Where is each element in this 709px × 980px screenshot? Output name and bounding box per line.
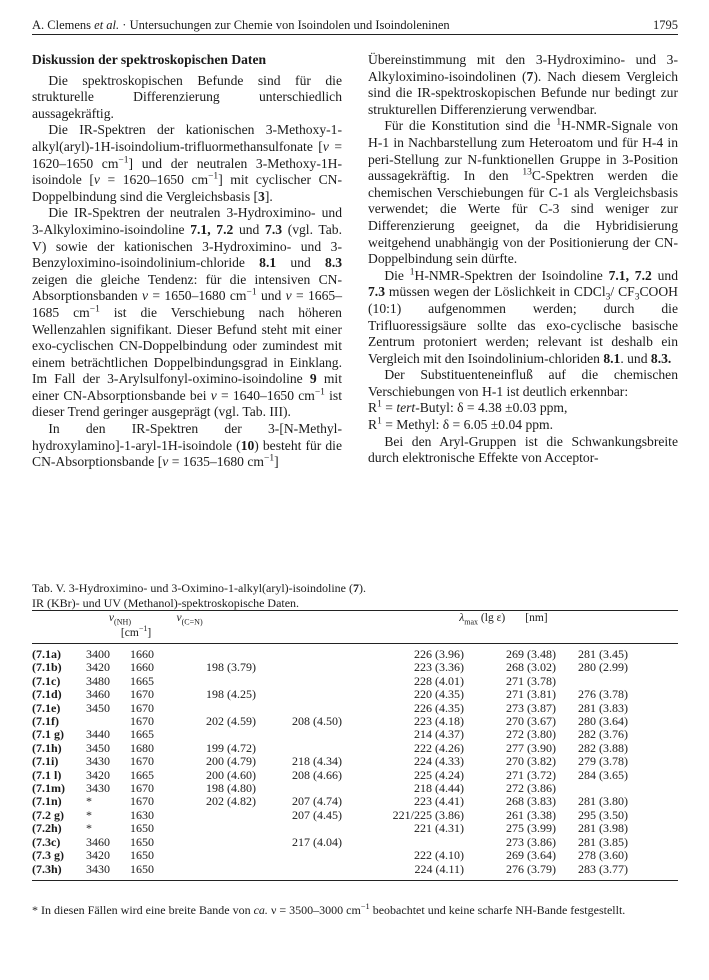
table-row <box>32 702 678 715</box>
cell-uv-2: 217 (4.04) <box>292 834 342 849</box>
cell-uv-4: 277 (3.90) <box>506 740 556 755</box>
paragraph: Der Substituenteneinfluß auf die chemischen Verschiebungen von H-1 ist deutlich erkennbar: <box>368 367 678 399</box>
shift-line-methyl: $R^1$ = Methyl: δ = 6.05 ±0.04 ppm. <box>368 416 554 433</box>
cell-nu-cn: 1660 <box>130 647 154 661</box>
paragraph: Die spektroskopischen Befunde sind für die strukturelle Differenzierung unterschiedlich aussagekräftig. <box>32 72 342 121</box>
cell-uv-2 <box>292 863 380 876</box>
cell-uv-3: 226 (4.35) <box>414 700 464 715</box>
table-row <box>32 836 678 849</box>
cell-nu-nh: 3460 <box>86 687 110 702</box>
header-nm: [nm] <box>525 612 548 624</box>
cell-uv-2 <box>292 849 380 862</box>
header-nu-cn: $\nu_{(C=N)}$ <box>176 612 203 627</box>
cell-uv-3: 214 (4.37) <box>414 727 464 742</box>
cell-uv-2 <box>292 688 380 701</box>
cell-uv-5: 283 (3.77) <box>578 861 628 876</box>
cell-uv-3 <box>380 836 470 849</box>
cell-uv-3: 225 (4.24) <box>414 767 464 782</box>
cell-uv-5: 281 (3.85) <box>578 834 628 849</box>
cell-compound: (7.1 g) <box>32 727 64 742</box>
cell-uv-4: 270 (3.67) <box>506 714 556 729</box>
cell-uv-2: 207 (4.45) <box>292 807 342 822</box>
cell-uv-4: 273 (3.86) <box>506 834 556 849</box>
table-row <box>32 688 678 701</box>
cell-uv-2 <box>292 728 380 741</box>
table-body <box>32 648 678 876</box>
cell-uv-4: 269 (3.48) <box>506 647 556 661</box>
cell-uv-5 <box>574 675 678 688</box>
cell-uv-4: 271 (3.78) <box>506 673 556 688</box>
cell-uv-3: 221 (4.31) <box>414 821 464 836</box>
cell-uv-4: 271 (3.72) <box>506 767 556 782</box>
cell-nu-nh: * <box>86 807 92 822</box>
cell-uv-2 <box>292 648 380 661</box>
cell-uv-2: 218 (4.34) <box>292 754 342 769</box>
cell-uv-1: 198 (4.80) <box>206 781 256 796</box>
cell-uv-5: 276 (3.78) <box>578 687 628 702</box>
cell-uv-1 <box>206 849 292 862</box>
header-nu-nh: $\nu_{(NH)}$ <box>108 612 132 627</box>
caption-line: IR (KBr)- und UV (Methanol)-spektroskopische Daten. <box>32 595 300 610</box>
cell-uv-3: 224 (4.11) <box>414 861 464 876</box>
cell-uv-1 <box>206 836 292 849</box>
cell-nu-nh: * <box>86 794 92 809</box>
cell-uv-1: 199 (4.72) <box>206 740 256 755</box>
table-row <box>32 675 678 688</box>
cell-uv-4: 276 (3.79) <box>506 861 556 876</box>
cell-uv-1 <box>206 648 292 661</box>
cell-uv-2 <box>292 742 380 755</box>
cell-compound: (7.1c) <box>32 673 61 688</box>
data-table <box>32 610 678 881</box>
cell-nu-nh: 3420 <box>86 660 110 675</box>
table-row <box>32 822 678 835</box>
page-number: 1795 <box>653 18 678 32</box>
cell-uv-4: 271 (3.81) <box>506 687 556 702</box>
cell-nu-nh: 3480 <box>86 673 110 688</box>
table-row <box>32 863 678 876</box>
cell-nu-cn: 1650 <box>130 861 154 876</box>
cell-nu-nh: 3420 <box>86 848 110 863</box>
paragraph: Die IR-Spektren der kationischen 3-Methoxy-1-alkyl(aryl)-1H-isoindolium-trifluormethansulfonate [ν = 1620–1650 $cm^{-1}$] und der neutralen 3-Methoxy-1H-isoindole [ν = 1620–1650 $cm^{-1}$] mit cyclischer CN-Doppelbindung sind die Vergleichsbasis [3]. <box>32 122 342 204</box>
cell-compound: (7.1 l) <box>32 767 62 782</box>
cell-compound: (7.2h) <box>32 821 62 836</box>
paragraph: Die $^1$H-NMR-Spektren der Isoindoline 7.1, 7.2 und 7.3 müssen wegen der Löslichkeit in CDCl$_3$/ $CF_3COOH$ (10:1) aufgenommen werden; durch die Trifluoressigsäure sollte das exo-cyclische basische Zentrum protoniert werden; relevant ist deshalb ein Vergleich mit den Isoindolinium-chloriden 8.1. und 8.3. <box>368 267 678 366</box>
cell-nu-cn: 1670 <box>130 700 154 715</box>
table-row <box>32 809 678 822</box>
cell-uv-1: 198 (4.25) <box>206 687 256 702</box>
cell-compound: (7.2 g) <box>32 807 64 822</box>
cell-compound: (7.3h) <box>32 861 62 876</box>
cell-uv-4: 272 (3.80) <box>506 727 556 742</box>
cell-compound: (7.3 g) <box>32 848 64 863</box>
table-row <box>32 648 678 661</box>
cell-uv-3: 221/225 (3.86) <box>392 807 464 822</box>
cell-uv-5: 284 (3.65) <box>578 767 628 782</box>
cell-uv-4: 275 (3.99) <box>506 821 556 836</box>
cell-nu-nh: 3440 <box>86 727 110 742</box>
cell-nu-cn: 1680 <box>130 740 154 755</box>
cell-uv-4: 269 (3.64) <box>506 848 556 863</box>
cell-uv-4: 270 (3.82) <box>506 754 556 769</box>
cell-uv-3: 223 (3.36) <box>414 660 464 675</box>
cell-nu-nh: 3420 <box>86 767 110 782</box>
cell-uv-3: 223 (4.41) <box>414 794 464 809</box>
cell-nu-cn: 1665 <box>130 767 154 782</box>
cell-nu-cn: 1630 <box>130 807 154 822</box>
header-unit: $[cm^{-1}]$ <box>120 624 152 639</box>
cell-compound: (7.1m) <box>32 781 65 796</box>
table-caption <box>32 581 678 610</box>
cell-uv-3: 226 (3.96) <box>414 647 464 661</box>
cell-uv-1 <box>206 809 292 822</box>
cell-nu-cn: 1650 <box>130 848 154 863</box>
cell-uv-1 <box>206 863 292 876</box>
cell-uv-3: 218 (4.44) <box>414 781 464 796</box>
cell-nu-nh: 3400 <box>86 647 110 661</box>
cell-uv-5: 281 (3.80) <box>578 794 628 809</box>
paragraph: Bei den Aryl-Gruppen ist die Schwankungsbreite durch elektronische Effekte von Acceptor- <box>368 433 678 466</box>
cell-uv-5: 281 (3.98) <box>578 821 628 836</box>
cell-compound: (7.1e) <box>32 700 61 715</box>
cell-uv-5: 280 (2.99) <box>578 660 628 675</box>
cell-nu-nh: 3430 <box>86 781 110 796</box>
cell-uv-1: 200 (4.79) <box>206 754 256 769</box>
cell-uv-1: 202 (4.82) <box>206 794 256 809</box>
cell-uv-1 <box>206 702 292 715</box>
right-column <box>368 52 678 467</box>
cell-nu-nh: * <box>86 821 92 836</box>
paragraph: Die IR-Spektren der neutralen 3-Hydroximino- und 3-Alkyloximino-isoindoline 7.1, 7.2 und 7.3 (vgl. Tab. V) sowie der kationischen 3-Hydroximino- und 3-Benzyloximino-isoindolinium-chloride 8.1 und 8.3 zeigen die gleiche Tendenz: für die intensiven CN-Absorptionsbanden ν = 1650–1680 $cm^{-1}$ und ν = 1665–1685 $cm^{-1}$ ist die Verschiebung nach höheren Wellenzahlen signifikant. Dieser Befund steht mit einer exo-cyclischen CN-Doppelbindung oder zumindest mit einem beträchtlichen Doppelbindungsgrad in Einklang. Im Fall der 3-Arylsulfonyl-oximino-isoindoline 9 mit einer CN-Absorptionsbande bei ν = 1640–1650 $cm^{-1}$ ist dieser Trend geringer ausgeprägt (vgl. Tab. III). <box>32 205 343 420</box>
table-row <box>32 769 678 782</box>
cell-compound: (7.1h) <box>32 740 62 755</box>
cell-nu-cn: 1670 <box>130 781 154 796</box>
section-heading: Diskussion der spektroskopischen Daten <box>32 52 267 67</box>
shift-line-tert-butyl: $R^1$ = tert-Butyl: δ = 4.38 ±0.03 ppm, <box>368 399 568 416</box>
cell-uv-3: 223 (4.18) <box>414 714 464 729</box>
cell-nu-cn: 1650 <box>130 821 154 836</box>
cell-uv-3: 222 (4.10) <box>414 848 464 863</box>
table-header <box>32 611 678 641</box>
table-row <box>32 782 678 795</box>
cell-nu-nh: 3450 <box>86 700 110 715</box>
cell-compound: (7.1b) <box>32 660 62 675</box>
cell-uv-5: 282 (3.76) <box>578 727 628 742</box>
cell-compound: (7.1i) <box>32 754 59 769</box>
cell-uv-2 <box>292 822 380 835</box>
cell-uv-3: 220 (4.35) <box>414 687 464 702</box>
cell-nu-nh: 3460 <box>86 834 110 849</box>
cell-nu-nh: 3430 <box>86 861 110 876</box>
table-row <box>32 795 678 808</box>
table-row <box>32 755 678 768</box>
paragraph: Übereinstimmung mit den 3-Hydroximino- und 3-Alkyloximino-isoindolinen (7). Nach diesem Vergleich sind die IR-spektroskopischen Befunde nur bedingt zur strukturellen Differenzierung verwendbar. <box>368 52 678 117</box>
table-header-rule <box>32 643 678 644</box>
cell-nu-cn: 1650 <box>130 834 154 849</box>
cell-nu-cn: 1665 <box>130 673 154 688</box>
cell-uv-5: 278 (3.60) <box>578 848 628 863</box>
cell-uv-5 <box>574 782 678 795</box>
header-lambda: $\lambda_{max}$ (lg ε) <box>459 612 506 627</box>
paragraph: In den IR-Spektren der 3-[N-Methyl-hydroxylamino]-1-aryl-1H-isoindole (10) besteht für die CN-Absorptionsbande [ν = 1635–1680 $cm^{-1}$] <box>32 421 342 470</box>
cell-uv-5: 280 (3.64) <box>578 714 628 729</box>
cell-uv-2 <box>292 675 380 688</box>
cell-uv-1: 200 (4.60) <box>206 767 256 782</box>
cell-uv-2 <box>292 661 380 674</box>
cell-compound: (7.1f) <box>32 714 59 729</box>
table-row <box>32 849 678 862</box>
left-column <box>32 52 342 471</box>
table-row <box>32 715 678 728</box>
cell-compound: (7.1a) <box>32 647 61 661</box>
cell-uv-4: 268 (3.02) <box>506 660 556 675</box>
table-row <box>32 661 678 674</box>
cell-uv-5: 282 (3.88) <box>578 740 628 755</box>
cell-nu-cn: 1670 <box>130 794 154 809</box>
caption-line: Tab. V. 3-Hydroximino- und 3-Oximino-1-alkyl(aryl)-isoindoline (7). <box>32 581 366 595</box>
cell-compound: (7.3c) <box>32 834 61 849</box>
cell-uv-2: 208 (4.66) <box>292 767 342 782</box>
cell-uv-1 <box>206 822 292 835</box>
table-bottom-rule <box>32 880 678 881</box>
cell-uv-1 <box>206 728 292 741</box>
cell-uv-4: 272 (3.86) <box>506 781 556 796</box>
table-row <box>32 742 678 755</box>
cell-uv-4: 273 (3.87) <box>506 700 556 715</box>
cell-uv-4: 268 (3.83) <box>506 794 556 809</box>
cell-uv-2: 208 (4.50) <box>292 714 342 729</box>
cell-uv-1 <box>206 675 292 688</box>
cell-nu-nh: 3430 <box>86 754 110 769</box>
cell-nu-cn: 1670 <box>130 687 154 702</box>
cell-uv-3: 222 (4.26) <box>414 740 464 755</box>
cell-nu-cn: 1665 <box>130 727 154 742</box>
cell-uv-1: 202 (4.59) <box>206 714 256 729</box>
cell-uv-3: 228 (4.01) <box>414 673 464 688</box>
cell-uv-2: 207 (4.74) <box>292 794 342 809</box>
cell-nu-nh: 3450 <box>86 740 110 755</box>
cell-uv-2 <box>292 702 380 715</box>
table-footnote: * In diesen Fällen wird eine breite Bande von ca. ν = 3500–3000 $cm^{-1}$ beobachtet und keine scharfe NH-Bande festgestellt. <box>32 902 626 917</box>
cell-uv-5: 295 (3.50) <box>578 807 628 822</box>
running-head: A. Clemens et al. · Untersuchungen zur Chemie von Isoindolen und Isoindoleninen <box>32 18 450 32</box>
cell-nu-cn: 1670 <box>130 754 154 769</box>
cell-compound: (7.1d) <box>32 687 62 702</box>
cell-uv-4: 261 (3.38) <box>506 807 556 822</box>
cell-uv-2 <box>292 782 380 795</box>
cell-nu-nh <box>86 715 130 728</box>
cell-uv-1: 198 (3.79) <box>206 660 256 675</box>
cell-uv-5: 281 (3.83) <box>578 700 628 715</box>
paragraph: Für die Konstitution sind die $^1$H-NMR-Signale von H-1 in Nachbarstellung zum Heteroatom und für H-4 in peri-Stellung zur N-funktionellen Gruppe in 3-Position aussagekräftig. In den $^{13}$C-Spektren werden die chemischen Verschiebungen für C-1 als Vergleichsbasis verwendet; die Werte für C-3 sind weniger zur Differenzierung geeignet, da die Hybridisierung weitgehend unabhängig von der Positionierung der CN-Doppelbindung sein dürfte. <box>368 117 678 267</box>
cell-compound: (7.1n) <box>32 794 62 809</box>
cell-nu-cn: 1660 <box>130 660 154 675</box>
cell-uv-3: 224 (4.33) <box>414 754 464 769</box>
table-row <box>32 728 678 741</box>
cell-uv-5: 279 (3.78) <box>578 754 628 769</box>
cell-uv-5: 281 (3.45) <box>578 647 628 661</box>
cell-nu-cn: 1670 <box>130 714 154 729</box>
running-header <box>32 18 678 35</box>
